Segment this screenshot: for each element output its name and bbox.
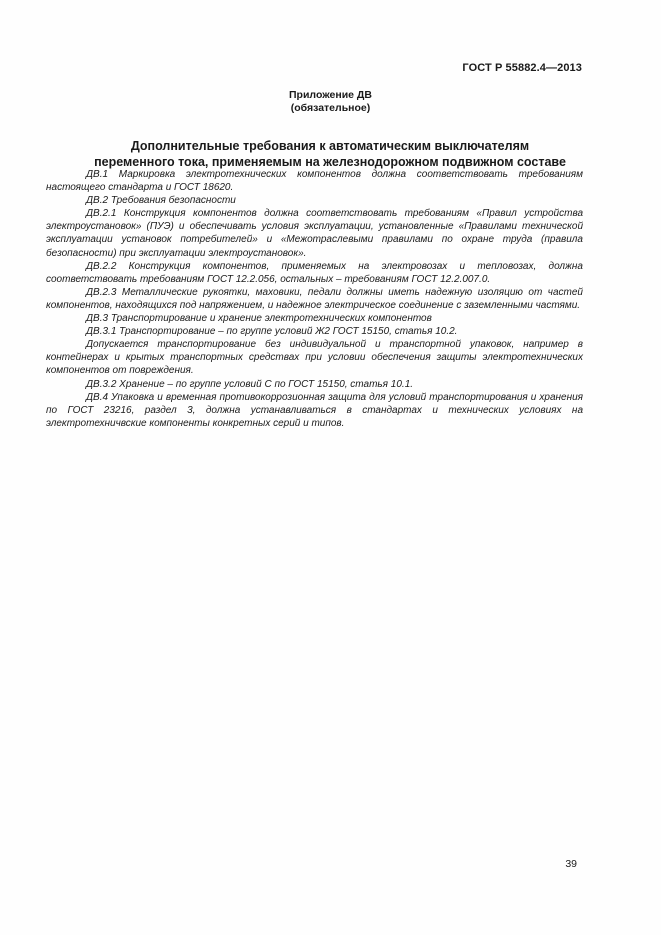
appendix-label: Приложение ДВ — [289, 89, 372, 101]
paragraph-dv-3-2: ДВ.3.2 Хранение – по группе условий С по ГОСТ 15150, статья 10.1. — [86, 378, 414, 390]
standard-designation: ГОСТ Р 55882.4—2013 — [462, 62, 582, 74]
paragraph-dv-2: ДВ.2 Требования безопасности — [86, 195, 236, 207]
paragraph-dv-3: ДВ.3 Транспортирование и хранение электротехнических компонентов — [86, 313, 432, 325]
title-line-1: Дополнительные требования к автоматическим выключателям — [130, 139, 530, 153]
appendix-status: (обязательное) — [290, 102, 371, 114]
paragraph-dv-2-1: ДВ.2.1 Конструкция компонентов должна соответствовать требованиям «Правил устройства электроустановок» (ПУЭ) и обеспечивать условия эксплуатации, установленные «Правилами технической эксплуатации установок потребителей» и «Межотраслевыми правилами по охране труда (правила безопасности) при эксплуатации электроустановок». — [46, 208, 583, 259]
page-number: 39 — [565, 858, 577, 870]
paragraph-dv-2-2: ДВ.2.2 Конструкция компонентов, применяемых на электровозах и тепловозах, должна соответствовать требованиям ГОСТ 12.2.056, остальных – требованиям ГОСТ 12.2.007.0. — [46, 260, 583, 285]
appendix-title — [40, 138, 620, 170]
paragraph-transport-note: Допускается транспортирование без индивидуальной и транспортной упаковок, например в контейнерах и крытых транспортных средствах при условии обеспечения защиты электротехнических компонентов от повреждения. — [46, 339, 583, 377]
paragraph-dv-4: ДВ.4 Упаковка и временная противокоррозионная защита для условий транспортирования и хранения по ГОСТ 23216, раздел 3, должна устанавливаться в стандартах и технических условиях на электротехничвские компоненты конкретных серий и типов. — [46, 391, 583, 429]
body-text — [46, 168, 583, 430]
paragraph-dv-1: ДВ.1 Маркировка электротехнических компонентов должна соответствовать требованиям настоящего стандарта и ГОСТ 18620. — [46, 169, 583, 194]
paragraph-dv-2-3: ДВ.2.3 Металлические рукоятки, маховики, педали должны иметь надежную изоляцию от частей компонентов, находящихся под напряжением, и надежное электрическое соединение с заземленными частями. — [46, 286, 583, 311]
appendix-heading — [0, 89, 661, 115]
title-line-2: переменного тока, применяемым на железнодорожном подвижном составе — [94, 155, 566, 169]
paragraph-dv-3-1: ДВ.3.1 Транспортирование – по группе условий Ж2 ГОСТ 15150, статья 10.2. — [86, 326, 458, 338]
